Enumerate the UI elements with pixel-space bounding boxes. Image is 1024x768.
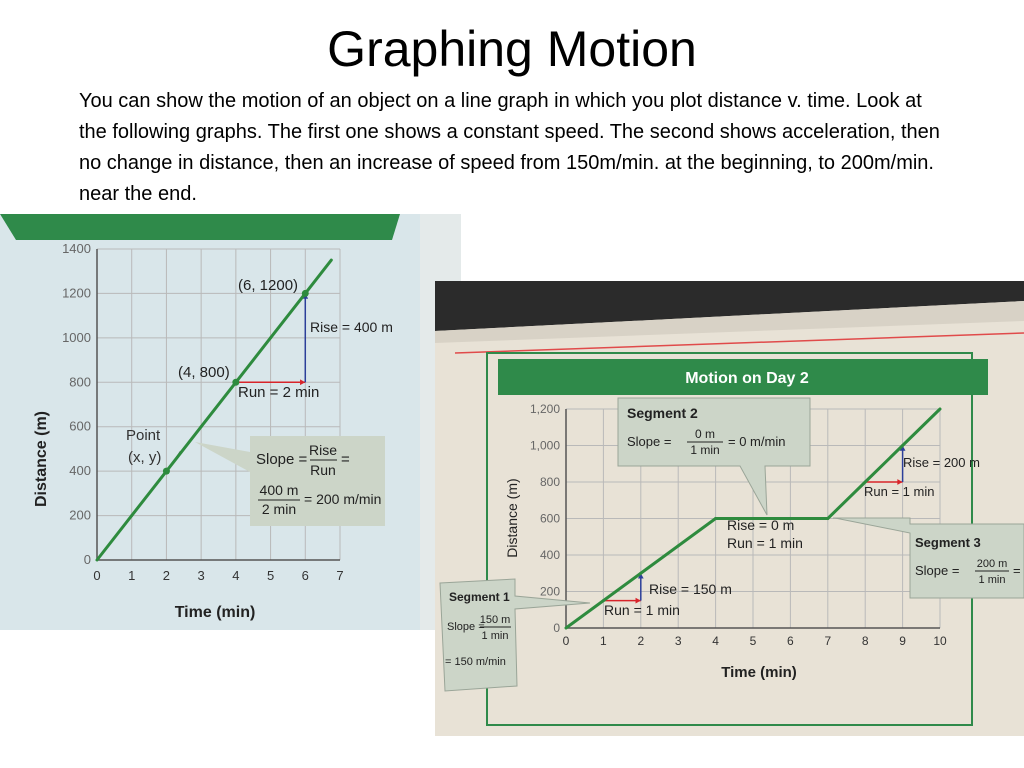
seg3-run-label: Run = 1 min bbox=[864, 484, 935, 499]
seg2-den: 1 min bbox=[690, 443, 720, 457]
seg3-den: 1 min bbox=[978, 574, 1006, 586]
chart1-y-tick: 1400 bbox=[62, 241, 91, 256]
chart2-x-tick: 10 bbox=[933, 634, 947, 648]
chart1-calc-result: = 200 m/min bbox=[304, 491, 382, 507]
seg1-den: 1 min bbox=[481, 630, 509, 642]
chart1-y-tick: 0 bbox=[83, 552, 91, 567]
chart1-point-marker bbox=[302, 290, 309, 297]
seg1-rise-label: Rise = 150 m bbox=[649, 581, 732, 597]
seg2-title: Segment 2 bbox=[627, 405, 698, 421]
chart1-y-tick: 1200 bbox=[62, 285, 91, 301]
chart2-x-tick: 4 bbox=[712, 634, 719, 648]
seg2-rise-label: Rise = 0 m bbox=[727, 517, 795, 533]
chart1-x-tick: 1 bbox=[128, 568, 136, 583]
chart2-x-tick: 1 bbox=[600, 634, 607, 648]
chart1-header-band bbox=[0, 214, 400, 240]
seg1-title: Segment 1 bbox=[449, 590, 510, 604]
chart1-point-label-xy-1: Point bbox=[126, 427, 161, 444]
chart1-run-label: Run = 2 min bbox=[238, 384, 320, 401]
chart1-x-tick: 0 bbox=[93, 568, 101, 583]
seg1-run-label: Run = 1 min bbox=[604, 602, 680, 618]
chart2-y-tick: 1,000 bbox=[529, 438, 560, 453]
chart2-x-tick: 5 bbox=[749, 634, 757, 648]
chart1-y-tick: 1000 bbox=[62, 329, 91, 345]
chart2-y-tick: 600 bbox=[539, 511, 560, 526]
chart1-x-tick: 6 bbox=[301, 568, 309, 583]
chart2-x-tick: 3 bbox=[674, 634, 682, 648]
chart1-x-tick: 5 bbox=[266, 568, 275, 583]
seg2-num: 0 m bbox=[694, 427, 716, 441]
chart2-title: Motion on Day 2 bbox=[685, 370, 809, 387]
chart2-x-tick: 2 bbox=[637, 634, 645, 648]
chart2-y-tick: 800 bbox=[539, 475, 560, 489]
chart1-y-tick: 800 bbox=[69, 374, 91, 390]
chart1-slope-num: Rise bbox=[308, 442, 338, 458]
chart1-y-tick: 200 bbox=[69, 507, 91, 523]
chart2-x-tick: 6 bbox=[787, 634, 794, 648]
chart2-y-tick: 0 bbox=[553, 621, 560, 635]
chart2-y-axis-label: Distance (m) bbox=[504, 478, 520, 558]
seg2-run-label: Run = 1 min bbox=[727, 535, 803, 551]
seg1-result: = 150 m/min bbox=[445, 656, 506, 668]
chart2-x-tick: 9 bbox=[899, 634, 906, 648]
chart2-y-tick: 400 bbox=[539, 548, 560, 562]
chart1-y-axis-label: Distance (m) bbox=[33, 410, 50, 508]
chart2-x-axis-label: Time (min) bbox=[721, 664, 797, 681]
chart2-svg bbox=[435, 281, 1024, 736]
chart2-y-tick: 200 bbox=[539, 584, 560, 599]
slide-body-text: You can show the motion of an object on a line graph in which you plot distance v. time. Look at the following graphs. The first one shows a constant speed. The second shows acceleration, then no change in distance, then an increase of speed from 150m/min. at the beginning, to 200m/min. near the end. bbox=[79, 90, 940, 205]
seg2-result: = 0 m/min bbox=[728, 434, 786, 449]
chart1-y-tick: 600 bbox=[69, 418, 91, 434]
chart1-slope-eq: = bbox=[341, 451, 350, 468]
chart2-x-tick: 8 bbox=[861, 634, 869, 648]
chart2-y-tick: 1,200 bbox=[529, 402, 560, 416]
chart1-x-tick: 7 bbox=[336, 568, 344, 583]
chart1-point-label-4-800: (4, 800) bbox=[178, 364, 230, 381]
chart1-y-tick: 400 bbox=[69, 463, 91, 479]
chart1-rise-label: Rise = 400 m bbox=[310, 319, 393, 335]
chart1-x-axis-label: Time (min) bbox=[174, 604, 256, 621]
chart1-calc-num: 400 m bbox=[259, 482, 299, 498]
slide-title: Graphing Motion bbox=[327, 21, 697, 77]
chart1-point-label-6-1200: (6, 1200) bbox=[238, 277, 299, 294]
seg3-result: = bbox=[1013, 563, 1021, 578]
seg3-slope-prefix: Slope = bbox=[915, 563, 960, 578]
chart1-point-label-xy-2: (x, y) bbox=[128, 449, 162, 466]
chart1-slope-prefix: Slope = bbox=[256, 451, 308, 468]
seg3-rise-label: Rise = 200 m bbox=[903, 455, 980, 470]
chart1-x-tick: 4 bbox=[232, 568, 240, 583]
chart1-x-tick: 3 bbox=[197, 568, 205, 583]
chart1-slope-den: Run bbox=[310, 462, 336, 478]
chart1-svg bbox=[0, 214, 461, 630]
chart1-calc-den: 2 min bbox=[261, 501, 297, 517]
chart1-x-tick: 2 bbox=[162, 568, 171, 583]
chart1-point-marker bbox=[163, 468, 170, 475]
seg1-num: 150 m bbox=[479, 614, 511, 626]
seg3-num: 200 m bbox=[976, 558, 1008, 570]
seg1-slope-prefix: Slope = bbox=[447, 621, 485, 633]
seg2-slope-prefix: Slope = bbox=[627, 434, 672, 449]
graph-photo-constant-speed bbox=[0, 214, 461, 630]
chart2-x-tick: 7 bbox=[824, 634, 832, 648]
chart2-x-tick: 0 bbox=[562, 634, 570, 648]
seg3-title: Segment 3 bbox=[915, 535, 981, 550]
graph-photo-day-2 bbox=[435, 281, 1024, 736]
